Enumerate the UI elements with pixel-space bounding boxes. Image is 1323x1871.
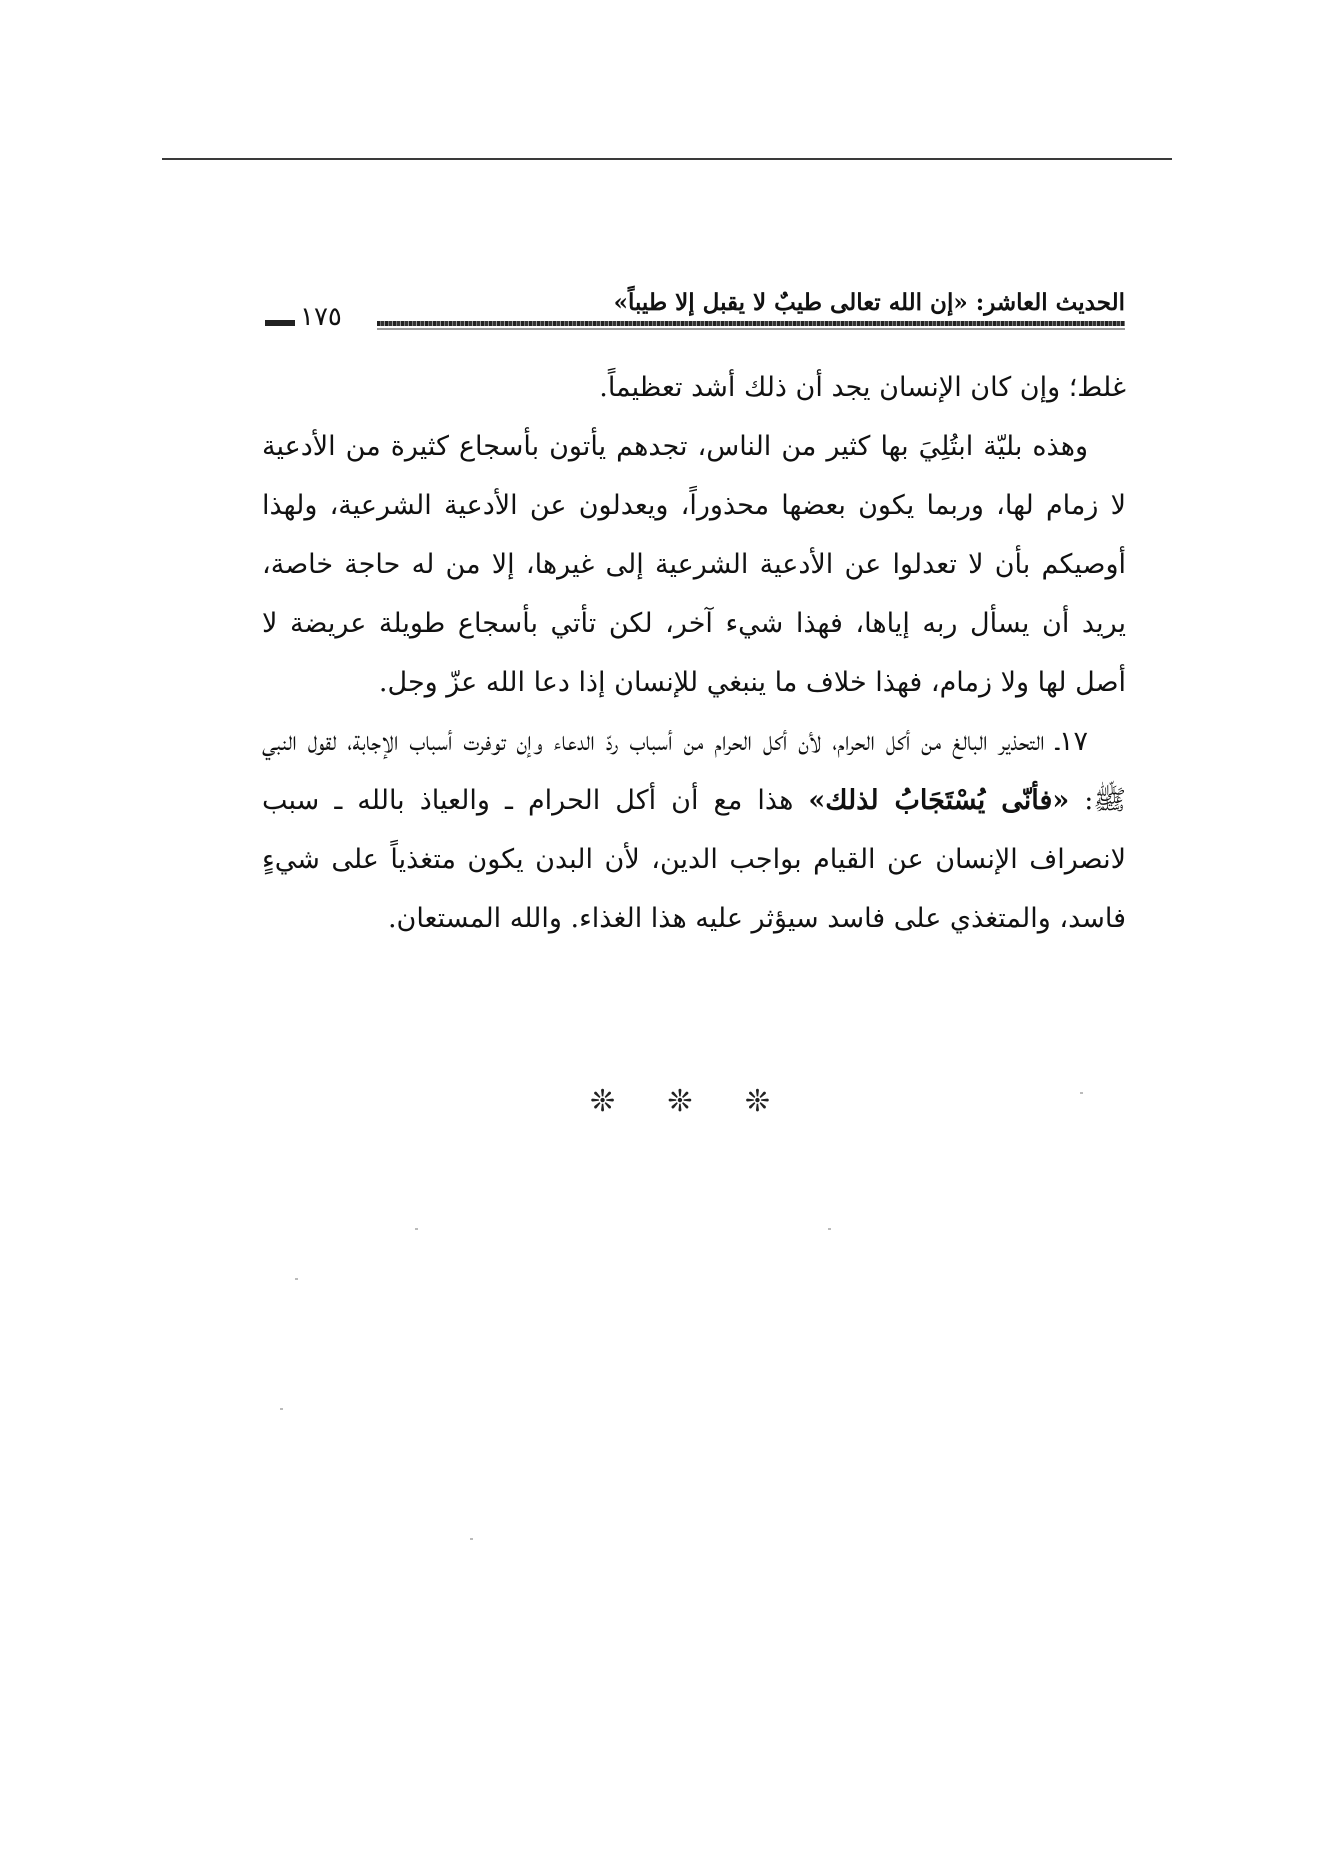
paragraph-3-rest: هذا مع أن أكل الحرام ـ والعياذ بالله ـ سبب لانصراف الإنسان عن القيام بواجب الدين، لأن البدن يكون متغذياً على شيءٍ فاسد، والمتغذي على فاسد سيؤثر عليه هذا الغذاء. والله المستعان. <box>262 785 1126 934</box>
paragraph-2: وهذه بليّة ابتُلِيَ بها كثير من الناس، تجدهم يأتون بأسجاع كثيرة من الأدعية لا زمام لها، وربما يكون بعضها محذوراً، ويعدلون عن الأدعية الشرعية، ولهذا أوصيكم بأن لا تعدلوا عن الأدعية الشرعية إلى غيرها، إلا من له حاجة خاصة، يريد أن يسأل ربه إياها، فهذا شيء آخر، لكن تأتي بأسجاع طويلة عريضة لا أصل لها ولا زمام، فهذا خلاف ما ينبغي للإنسان إذا دعا الله عزّ وجل. <box>262 431 1126 698</box>
section-ornament <box>590 1082 770 1122</box>
body-text <box>262 358 1126 948</box>
top-border-rule <box>162 158 1172 160</box>
paragraph-3 <box>262 712 1126 948</box>
header-rule <box>377 321 1125 326</box>
ornament-star-icon: ❊ <box>744 1084 770 1119</box>
scan-speck <box>1080 1092 1083 1094</box>
header-rule-thin <box>377 328 1125 330</box>
running-header <box>265 288 1125 338</box>
page-number-mark <box>265 320 295 326</box>
paragraph-1: غلط؛ وإن كان الإنسان يجد أن ذلك أشد تعظيماً. <box>599 372 1126 403</box>
hadith-quote: «فأنّى يُسْتَجَابُ لذلك» <box>808 785 1070 816</box>
page-number: ١٧٥ <box>300 302 342 332</box>
scan-speck <box>470 1538 473 1540</box>
ornament-star-icon: ❊ <box>590 1084 616 1119</box>
scan-speck <box>828 1228 831 1230</box>
scan-speck <box>280 1408 283 1410</box>
ornament-star-icon: ❊ <box>667 1084 693 1119</box>
paragraph-3-intro: ١٧ـ التحذير البالغ من أكل الحرام، لأن أكل الحرام من أسباب ردّ الدعاء وإن توفرت أسباب الإجابة، لقول النبي ﷺ: <box>262 726 1127 816</box>
scan-speck <box>295 1278 298 1280</box>
chapter-title: الحديث العاشر: «إن الله تعالى طيبٌ لا يقبل إلا طيباً» <box>613 289 1125 316</box>
scan-speck <box>415 1228 418 1230</box>
